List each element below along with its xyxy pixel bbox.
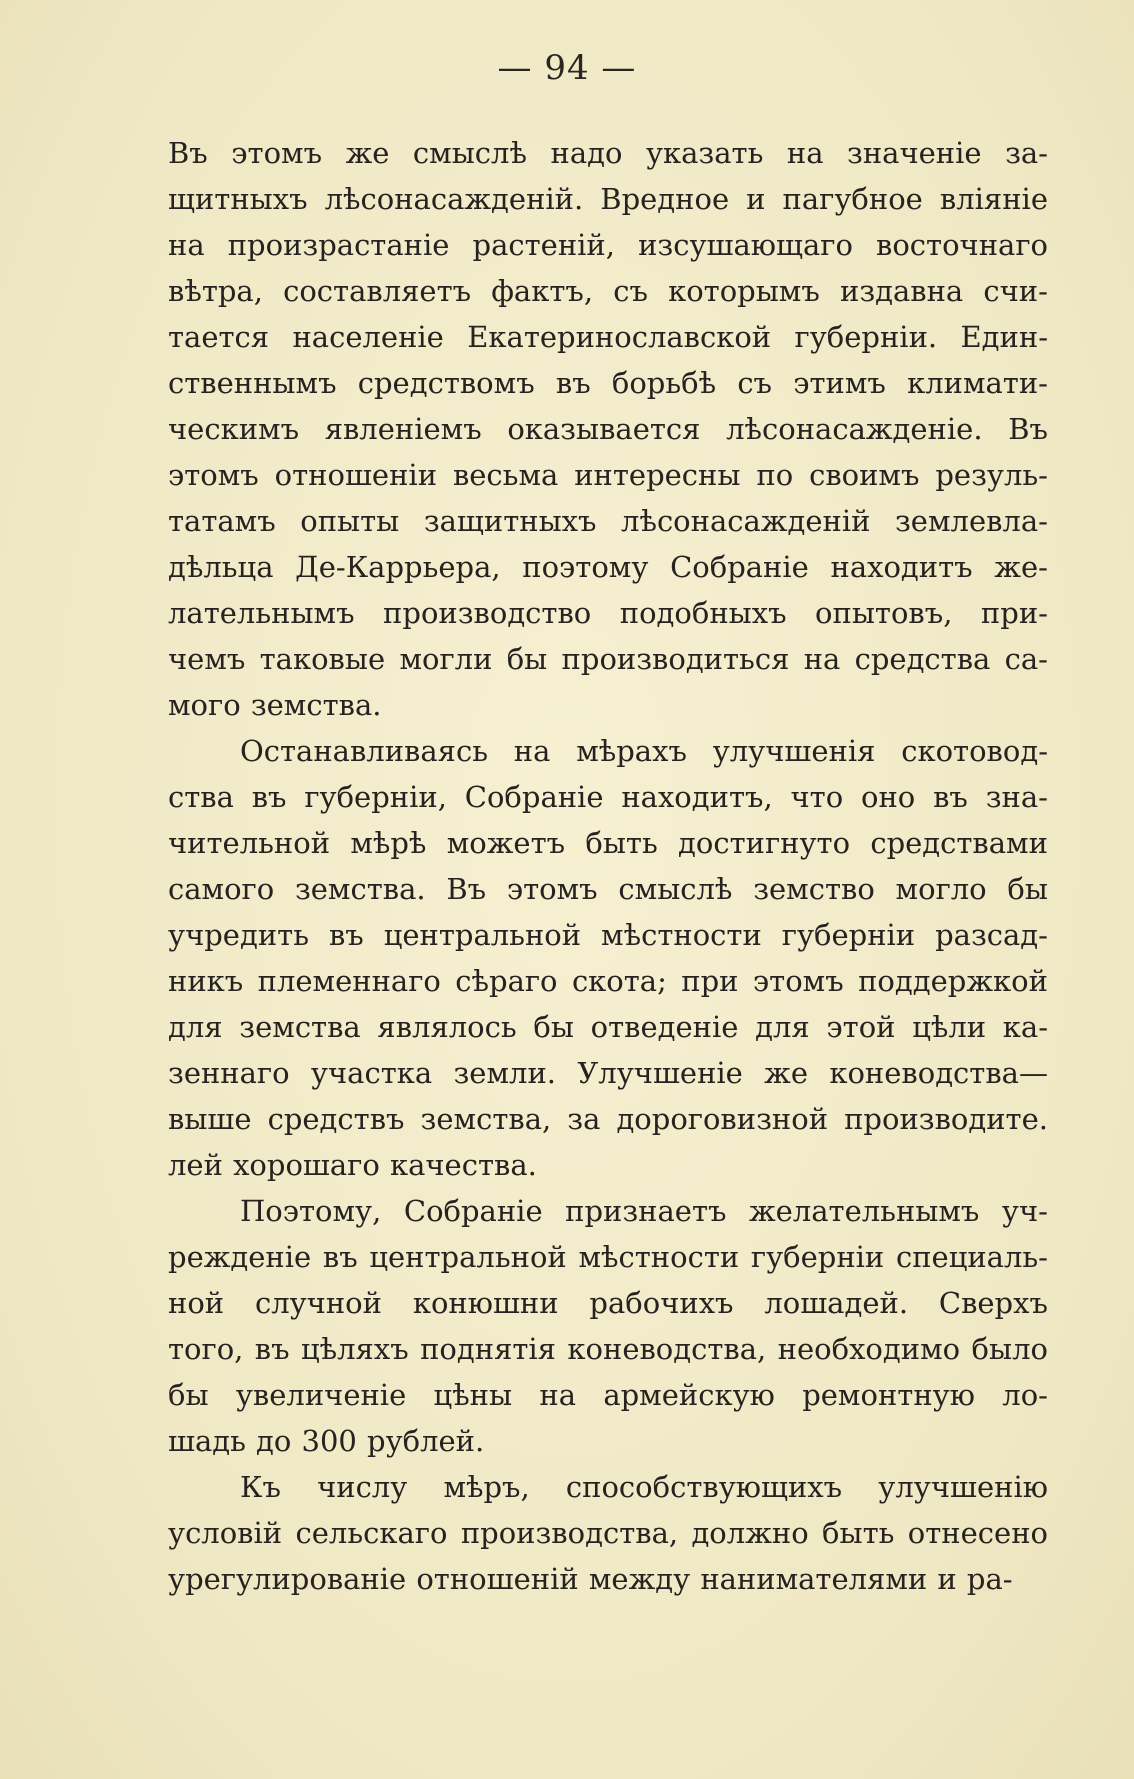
text-line	[168, 176, 1048, 222]
text-line	[168, 866, 1048, 912]
word: рабочихъ	[589, 1286, 734, 1320]
word: быть	[585, 826, 658, 860]
text-line	[168, 1142, 1048, 1188]
word: желательнымъ	[748, 1194, 980, 1228]
word: выше	[168, 1102, 252, 1136]
word: коневодства,	[567, 1332, 767, 1366]
word: подобныхъ	[619, 596, 787, 630]
word: смыслѣ	[412, 136, 527, 170]
word: урегулированіе	[168, 1562, 407, 1596]
text-line	[168, 636, 1048, 682]
word: производство	[383, 596, 592, 630]
word: этомъ	[752, 964, 844, 998]
word: Собраніе	[464, 780, 604, 814]
word: ло-	[1002, 1378, 1048, 1412]
word: скота;	[571, 964, 667, 998]
word: губерніи	[750, 1240, 885, 1274]
word: составляетъ	[283, 274, 472, 308]
word: и	[937, 1562, 957, 1596]
word: поддержкой	[858, 964, 1048, 998]
word: и	[746, 182, 766, 216]
word: этой	[826, 1010, 896, 1044]
word: учредить	[168, 918, 309, 952]
word: должно	[691, 1516, 809, 1550]
word: земство	[753, 872, 875, 906]
word: отведеніе	[590, 1010, 739, 1044]
word: губерніи	[781, 918, 916, 952]
word: производите.	[844, 1102, 1048, 1136]
text-line	[168, 268, 1048, 314]
word: Поэтому,	[240, 1194, 382, 1228]
word: оказывается	[507, 412, 701, 446]
word: качества.	[389, 1148, 537, 1182]
word: способствующихъ	[565, 1470, 843, 1504]
word: надо	[550, 136, 623, 170]
word: на	[803, 642, 841, 676]
word: вліяніе	[939, 182, 1048, 216]
word: отношеніи	[274, 458, 438, 492]
word: бы	[506, 642, 548, 676]
word: этомъ	[506, 872, 598, 906]
word: было	[971, 1332, 1048, 1366]
word: чительной	[168, 826, 331, 860]
word: на	[786, 136, 824, 170]
word: же	[764, 1056, 809, 1090]
word: лѣсонасажденіе.	[726, 412, 983, 446]
paragraph	[168, 1464, 1048, 1602]
word: мѣстности	[601, 918, 762, 952]
word: увеличеніе	[235, 1378, 407, 1412]
word: шадь	[168, 1424, 246, 1458]
word: защитныхъ	[423, 504, 597, 538]
word: мѣстности	[578, 1240, 740, 1274]
word: центральной	[369, 1240, 567, 1274]
word: Въ	[1008, 412, 1048, 446]
text-line	[168, 1326, 1048, 1372]
word: земства,	[420, 1102, 552, 1136]
word: до	[256, 1424, 292, 1458]
word: лей	[168, 1148, 223, 1182]
text-line	[168, 1418, 1048, 1464]
word: резуль-	[935, 458, 1048, 492]
word: землевла-	[894, 504, 1048, 538]
word: достигнуто	[678, 826, 851, 860]
word: сѣраго	[455, 964, 558, 998]
word: восточнаго	[876, 228, 1048, 262]
word: чемъ	[168, 642, 246, 676]
word: смыслѣ	[618, 872, 733, 906]
paragraph	[168, 130, 1048, 728]
word: въ	[322, 1240, 358, 1274]
text-line	[168, 1464, 1048, 1510]
word: пагубное	[782, 182, 923, 216]
word: явленіемъ	[324, 412, 482, 446]
word: лѣсонасажденій.	[324, 182, 584, 216]
word: въ	[251, 780, 287, 814]
word: борьбѣ	[611, 366, 717, 400]
text-line	[168, 544, 1048, 590]
word: въ	[933, 780, 968, 814]
text-line	[168, 1556, 1048, 1602]
word: Вредное	[600, 182, 730, 216]
word: случной	[254, 1286, 382, 1320]
text-line	[168, 728, 1048, 774]
word: улучшенія	[712, 734, 876, 768]
text-line	[168, 314, 1048, 360]
word: находитъ,	[621, 780, 773, 814]
text-line	[168, 912, 1048, 958]
word: цѣляхъ	[301, 1332, 409, 1366]
word: счи-	[983, 274, 1048, 308]
word: режденіе	[168, 1240, 312, 1274]
word: специаль-	[895, 1240, 1048, 1274]
word: для	[755, 1010, 810, 1044]
word: Въ	[168, 136, 208, 170]
word: мѣрѣ	[350, 826, 427, 860]
word: дороговизной	[616, 1102, 829, 1136]
word: между	[588, 1562, 691, 1596]
word: ремонтную	[802, 1378, 975, 1412]
word: на	[168, 228, 205, 262]
word: щитныхъ	[168, 182, 308, 216]
word: для	[168, 1010, 223, 1044]
word: за-	[1005, 136, 1048, 170]
word: растеній,	[472, 228, 615, 262]
text-line	[168, 1372, 1048, 1418]
word: Улучшеніе	[577, 1056, 743, 1090]
word: вѣтра,	[168, 274, 263, 308]
word: населеніе	[292, 320, 444, 354]
word: цѣли	[912, 1010, 987, 1044]
word: лѣсонасажденій	[621, 504, 871, 538]
word: центральной	[383, 918, 582, 952]
text-line	[168, 1234, 1048, 1280]
word: сельскаго	[295, 1516, 448, 1550]
word: участка	[310, 1056, 433, 1090]
word: издавна	[839, 274, 964, 308]
word: поднятія	[420, 1332, 556, 1366]
word: Собраніе	[403, 1194, 543, 1228]
word: опыты	[300, 504, 400, 538]
text-line	[168, 452, 1048, 498]
word: средствомъ	[357, 366, 535, 400]
word: племеннаго	[257, 964, 441, 998]
word: ка-	[1002, 1010, 1048, 1044]
word: бы	[533, 1010, 574, 1044]
word: лошадей.	[764, 1286, 909, 1320]
word: этомъ	[168, 458, 259, 492]
word: татамъ	[168, 504, 276, 538]
word: въ	[555, 366, 591, 400]
word: самого	[168, 872, 275, 906]
word: указать	[645, 136, 764, 170]
word: коневодства—	[829, 1056, 1048, 1090]
word: опытовъ,	[815, 596, 953, 630]
word: земства.	[250, 688, 382, 722]
text-line	[168, 130, 1048, 176]
word: которымъ	[668, 274, 820, 308]
text-line	[168, 498, 1048, 544]
word: значеніе	[847, 136, 982, 170]
word: тается	[168, 320, 270, 354]
word: поэтому	[522, 550, 649, 584]
text-line	[168, 360, 1048, 406]
word: же	[345, 136, 390, 170]
word: въ	[328, 918, 364, 952]
word: Де-Каррьера,	[295, 550, 501, 584]
word: земства	[239, 1010, 361, 1044]
word: губерніи,	[304, 780, 447, 814]
text-line	[168, 590, 1048, 636]
paragraph	[168, 1188, 1048, 1464]
word: Сверхъ	[938, 1286, 1048, 1320]
word: цѣны	[433, 1378, 513, 1412]
word: таковые	[259, 642, 386, 676]
word: производства,	[460, 1516, 679, 1550]
word: своимъ	[809, 458, 920, 492]
word: армейскую	[603, 1378, 775, 1412]
word: признаетъ	[565, 1194, 727, 1228]
word: хорошаго	[233, 1148, 380, 1182]
word: изсушающаго	[638, 228, 853, 262]
text-line	[168, 958, 1048, 1004]
word: по	[756, 458, 794, 492]
text-line	[168, 820, 1048, 866]
word: съ	[737, 366, 773, 400]
word: ра-	[966, 1562, 1013, 1596]
text-line	[168, 1188, 1048, 1234]
word: ства	[168, 780, 234, 814]
word: этомъ	[231, 136, 323, 170]
word: фактъ,	[491, 274, 594, 308]
word: скотовод-	[901, 734, 1048, 768]
word: губерніи.	[794, 320, 938, 354]
text-line	[168, 1050, 1048, 1096]
word: быть	[822, 1516, 895, 1550]
word: этимъ	[793, 366, 886, 400]
word: того,	[168, 1332, 244, 1366]
word: условій	[168, 1516, 283, 1550]
word: при	[681, 964, 739, 998]
word: са-	[1004, 642, 1048, 676]
text-line	[168, 1510, 1048, 1556]
word: никъ	[168, 964, 244, 998]
word: на	[539, 1378, 577, 1412]
word: могли	[399, 642, 493, 676]
word: ной	[168, 1286, 225, 1320]
word: земства.	[294, 872, 426, 906]
word: необходимо	[777, 1332, 961, 1366]
word: находитъ	[830, 550, 973, 584]
word: ственнымъ	[168, 366, 337, 400]
word: Къ	[240, 1470, 281, 1504]
word: при-	[980, 596, 1048, 630]
word: лательнымъ	[168, 596, 355, 630]
word: Въ	[446, 872, 487, 906]
word: мого	[168, 688, 241, 722]
text-line	[168, 774, 1048, 820]
word: являлось	[377, 1010, 517, 1044]
word: средствъ	[267, 1102, 405, 1136]
word: зна-	[985, 780, 1048, 814]
word: конюшни	[412, 1286, 559, 1320]
word: Собраніе	[670, 550, 809, 584]
word: мѣръ,	[443, 1470, 530, 1504]
word: зеннаго	[168, 1056, 290, 1090]
word: средствами	[870, 826, 1048, 860]
word: за	[567, 1102, 601, 1136]
text-line	[168, 222, 1048, 268]
word: 300	[301, 1424, 357, 1458]
body-text	[168, 130, 1048, 1602]
word: интересны	[574, 458, 741, 492]
text-line	[168, 1280, 1048, 1326]
word: бы	[1007, 872, 1048, 906]
word: что	[790, 780, 844, 814]
word: дѣльца	[168, 550, 274, 584]
word: отнесено	[907, 1516, 1048, 1550]
word: Екатеринославской	[467, 320, 772, 354]
text-line	[168, 1096, 1048, 1142]
word: улучшенію	[878, 1470, 1048, 1504]
word: бы	[168, 1378, 209, 1412]
word: могло	[895, 872, 987, 906]
word: отношеній	[416, 1562, 579, 1596]
word: рублей.	[367, 1424, 485, 1458]
word: Един-	[960, 320, 1048, 354]
word: произрастаніе	[227, 228, 450, 262]
page-number: — 94 —	[497, 48, 637, 88]
word: весьма	[452, 458, 559, 492]
word: средства	[854, 642, 991, 676]
word: климати-	[907, 366, 1048, 400]
text-line	[168, 1004, 1048, 1050]
word: съ	[613, 274, 648, 308]
word: числу	[317, 1470, 408, 1504]
word: ческимъ	[168, 412, 300, 446]
word: мѣрахъ	[576, 734, 687, 768]
word: же-	[994, 550, 1048, 584]
word: въ	[254, 1332, 290, 1366]
word: нанимателями	[700, 1562, 928, 1596]
word: на	[513, 734, 551, 768]
text-line	[168, 406, 1048, 452]
word: земли.	[453, 1056, 556, 1090]
word: можетъ	[446, 826, 566, 860]
paragraph	[168, 728, 1048, 1188]
text-line	[168, 682, 1048, 728]
word: производиться	[561, 642, 790, 676]
word: Останавливаясь	[240, 734, 488, 768]
word: разсад-	[935, 918, 1048, 952]
word: оно	[861, 780, 916, 814]
word: уч-	[1001, 1194, 1048, 1228]
